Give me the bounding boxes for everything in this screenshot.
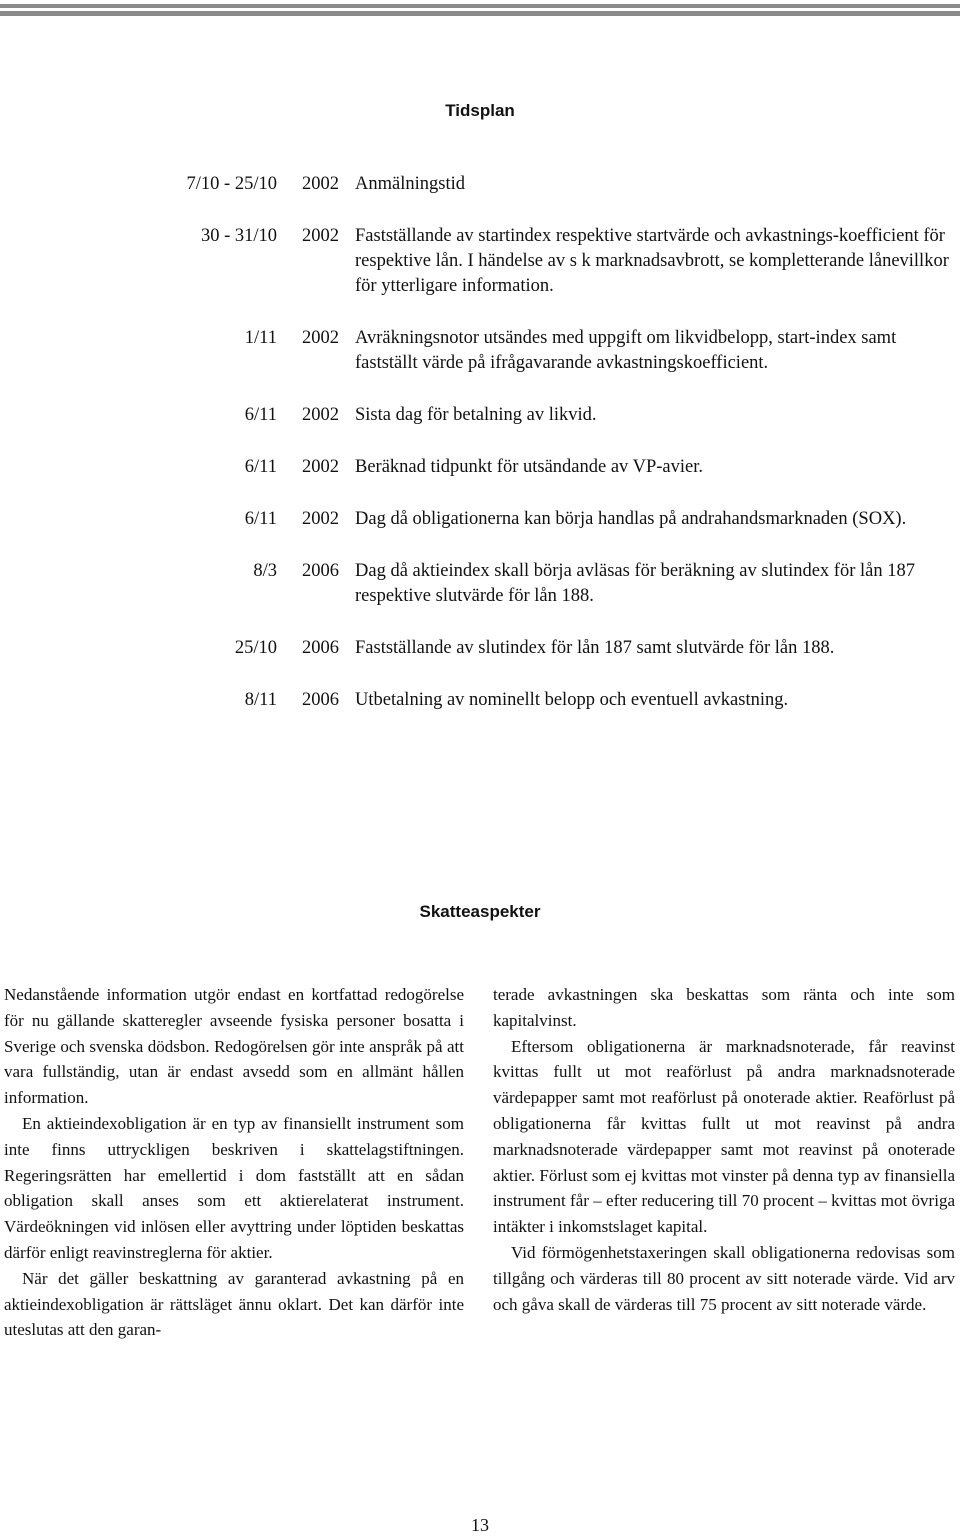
schedule-row: [160, 172, 960, 197]
schedule-description: Fastställande av slutindex för lån 187 samt slutvärde för lån 188.: [355, 638, 835, 658]
schedule-description: Utbetalning av nominellt belopp och eventuell avkastning.: [355, 690, 789, 710]
schedule-year: 2002: [302, 226, 339, 246]
schedule-year: 2002: [302, 328, 339, 348]
schedule-description: Dag då obligationerna kan börja handlas på andrahandsmarknaden (SOX).: [355, 509, 907, 529]
schedule-date: 8/11: [244, 690, 277, 710]
schedule-date: 7/10 - 25/10: [186, 174, 277, 194]
schedule-year: 2002: [302, 509, 339, 529]
schedule-date: 30 - 31/10: [200, 226, 277, 246]
paragraph: Vid förmögenhetstaxeringen skall obligationerna redovisas som tillgång och värderas till 80 procent av sitt noterade värde. Vid arv och gåva skall de värderas till 75 procent av sitt noterade värde.: [493, 1242, 955, 1314]
schedule-date: 8/3: [253, 561, 277, 581]
schedule-description: Beräknad tidpunkt för utsändande av VP-avier.: [355, 457, 703, 477]
schedule-row: [160, 688, 960, 713]
schedule-description: Fastställande av startindex respektive startvärde och avkastnings-koefficient för respektive lån. I händelse av s k marknadsavbrott, se kompletterande lånevillkor för ytterligare information.: [355, 226, 949, 296]
section-heading-tidsplan: Tidsplan: [445, 101, 515, 120]
schedule-date: 1/11: [244, 328, 277, 348]
schedule-year: 2002: [302, 174, 339, 194]
schedule-date: 6/11: [244, 405, 277, 425]
section-heading-skatteaspekter: Skatteaspekter: [419, 902, 541, 921]
paragraph: Nedanstående information utgör endast en kortfattad redogörelse för nu gällande skatteregler avseende fysiska personer bosatta i Sverige och svenska dödsbon. Redogörelsen gör inte anspråk på att vara fullständig, utan är endast avsedd som en allmänt hållen information.: [4, 985, 464, 1108]
paragraph: När det gäller beskattning av garanterad avkastning på en aktieindexobligation är rättsläget ännu oklart. Det kan därför inte uteslutas att den garan-: [4, 1268, 464, 1340]
schedule-year: 2002: [302, 457, 339, 477]
tax-text-right-column: [493, 982, 955, 1317]
paragraph: En aktieindexobligation är en typ av finansiellt instrument som inte finns uttryckligen beskriven i skattelagstiftningen. Regeringsrätten har emellertid i dom fastställt att en sådan obligation skall anses som ett aktierelaterat instrument. Värdeökningen vid inlösen eller avyttring under löptiden beskattas därför enligt reavinstreglerna för aktier.: [4, 1113, 464, 1262]
schedule-year: 2002: [302, 405, 339, 425]
schedule-date: 25/10: [234, 638, 277, 658]
tax-text-left-column: [4, 982, 464, 1343]
top-rule: [0, 4, 960, 16]
schedule-year: 2006: [302, 690, 339, 710]
schedule-row: [160, 507, 960, 532]
schedule-date: 6/11: [244, 457, 277, 477]
schedule-row: [160, 455, 960, 480]
schedule-row: [160, 326, 960, 376]
schedule-description: Sista dag för betalning av likvid.: [355, 405, 597, 425]
schedule-description: Dag då aktieindex skall börja avläsas för beräkning av slutindex för lån 187 respektive slutvärde för lån 188.: [355, 561, 915, 606]
schedule-year: 2006: [302, 561, 339, 581]
schedule-year: 2006: [302, 638, 339, 658]
schedule-table: [160, 172, 960, 740]
paragraph: terade avkastningen ska beskattas som ränta och inte som kapitalvinst.: [493, 985, 955, 1030]
schedule-row: [160, 559, 960, 609]
schedule-row: [160, 403, 960, 428]
schedule-description: Avräkningsnotor utsändes med uppgift om likvidbelopp, start-index samt fastställt värde på ifrågavarande avkastningskoefficient.: [355, 328, 897, 373]
schedule-row: [160, 636, 960, 661]
schedule-date: 6/11: [244, 509, 277, 529]
schedule-description: Anmälningstid: [355, 174, 465, 194]
schedule-row: [160, 224, 960, 299]
paragraph: Eftersom obligationerna är marknadsnoterade, får reavinst kvittas fullt ut mot reaförlust på andra marknadsnoterade värdepapper samt mot reaförlust på onoterade aktier. Reaförlust på obligationerna får kvittas fullt ut mot reavinst på andra marknadsnoterade värdepapper samt mot reavinst på onoterade aktier. Förlust som ej kvittas mot vinster på denna typ av finansiella instrument får – efter reducering till 70 procent – kvittas mot övriga intäkter i inkomstslaget kapital.: [493, 1036, 955, 1237]
page-number: 13: [471, 1515, 489, 1535]
